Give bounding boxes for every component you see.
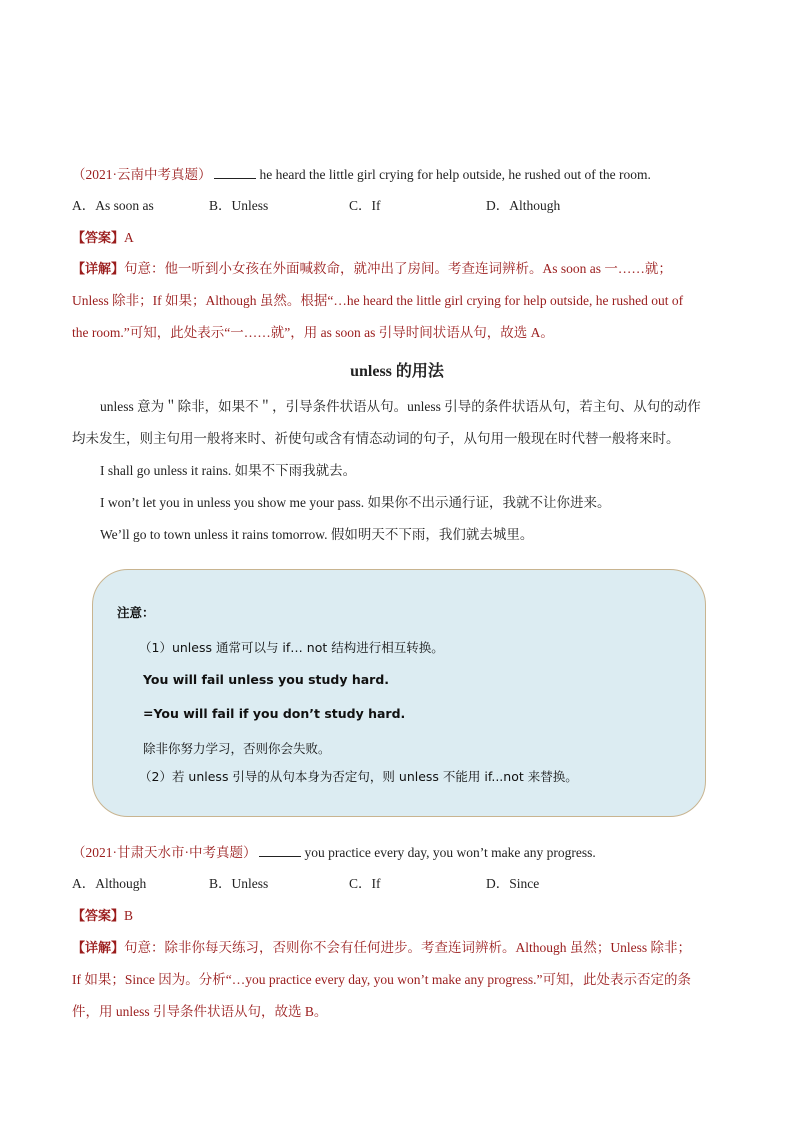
example-sentence: We’ll go to town unless it rains tomorrow. 假如明天不下雨，我们就去城里。: [100, 527, 534, 542]
option-d: D．Although: [486, 198, 561, 213]
question-2-text: you practice every day, you won’t make any progress.: [304, 845, 596, 860]
example-sentence: I won’t let you in unless you show me your pass. 如果你不出示通行证，我就不让你进来。: [100, 495, 611, 510]
question-1-source: （2021·云南中考真题）: [72, 167, 212, 182]
answer-blank: [259, 842, 301, 857]
question-1-explain-line: Unless 除非；If 如果；Although 虽然。根据“…he heard the little girl crying for help outside, he rushed out of: [72, 293, 684, 308]
note-example: You will fail unless you study hard.: [143, 672, 390, 687]
question-2-source: （2021·甘肃天水市·中考真题）: [72, 845, 257, 860]
question-1-text: he heard the little girl crying for help outside, he rushed out of the room.: [259, 167, 651, 182]
note-point-1: （1）unless 通常可以与 if… not 结构进行相互转换。: [139, 640, 444, 655]
option-a: A．As soon as: [72, 198, 154, 213]
note-point-2: （2）若 unless 引导的从句本身为否定句，则 unless 不能用 if...not 来替换。: [139, 769, 578, 784]
explain-label: 【详解】: [72, 262, 125, 277]
intro-line: unless 意为＂除非，如果不＂，引导条件状语从句。unless 引导的条件状语从句，若主句、从句的动作: [100, 399, 701, 414]
question-1-explain-line: [72, 259, 672, 280]
note-box: [92, 569, 706, 817]
answer-label: 【答案】: [72, 909, 125, 924]
question-2-explain-line: 件，用 unless 引导条件状语从句，故选 B。: [72, 1004, 328, 1019]
question-2-options: [72, 874, 722, 894]
question-1-explain-line: the room.”可知，此处表示“一……就”，用 as soon as 引导时间状语从句，故选 A。: [72, 325, 554, 340]
question-1-options: [72, 196, 722, 216]
question-2-explain-line: [72, 938, 691, 959]
answer-value: A: [124, 230, 134, 245]
note-translation: 除非你努力学习，否则你会失败。: [143, 741, 331, 756]
explain-text: 句意：除非你每天练习，否则你不会有任何进步。考查连词辨析。Although 虽然；Unless 除非；: [124, 940, 692, 955]
intro-line: 均未发生，则主句用一般将来时、祈使句或含有情态动词的句子，从句用一般现在时代替一般将来时。: [72, 431, 680, 446]
answer-value: B: [124, 908, 134, 923]
question-2-answer: [72, 906, 133, 927]
option-b: B．Unless: [209, 198, 269, 213]
note-example: =You will fail if you don’t study hard.: [143, 706, 406, 721]
question-1-stem: [72, 164, 651, 185]
option-c: C．If: [349, 198, 381, 213]
example-sentence: I shall go unless it rains. 如果不下雨我就去。: [100, 463, 357, 478]
option-b: B．Unless: [209, 876, 269, 891]
question-1-answer: [72, 228, 134, 249]
option-a: A．Although: [72, 876, 147, 891]
question-2-explain-line: If 如果；Since 因为。分析“…you practice every day, you won’t make any progress.”可知，此处表示否定的条: [72, 972, 691, 987]
note-heading: 注意：: [117, 605, 155, 620]
question-2-stem: [72, 842, 596, 863]
answer-label: 【答案】: [72, 231, 125, 246]
explain-label: 【详解】: [72, 941, 125, 956]
answer-blank: [214, 164, 256, 179]
section-title: unless 的用法: [350, 363, 444, 380]
option-c: C．If: [349, 876, 381, 891]
option-d: D．Since: [486, 876, 540, 891]
explain-text: 句意：他一听到小女孩在外面喊救命，就冲出了房间。考查连词辨析。As soon as 一……就；: [124, 261, 672, 276]
